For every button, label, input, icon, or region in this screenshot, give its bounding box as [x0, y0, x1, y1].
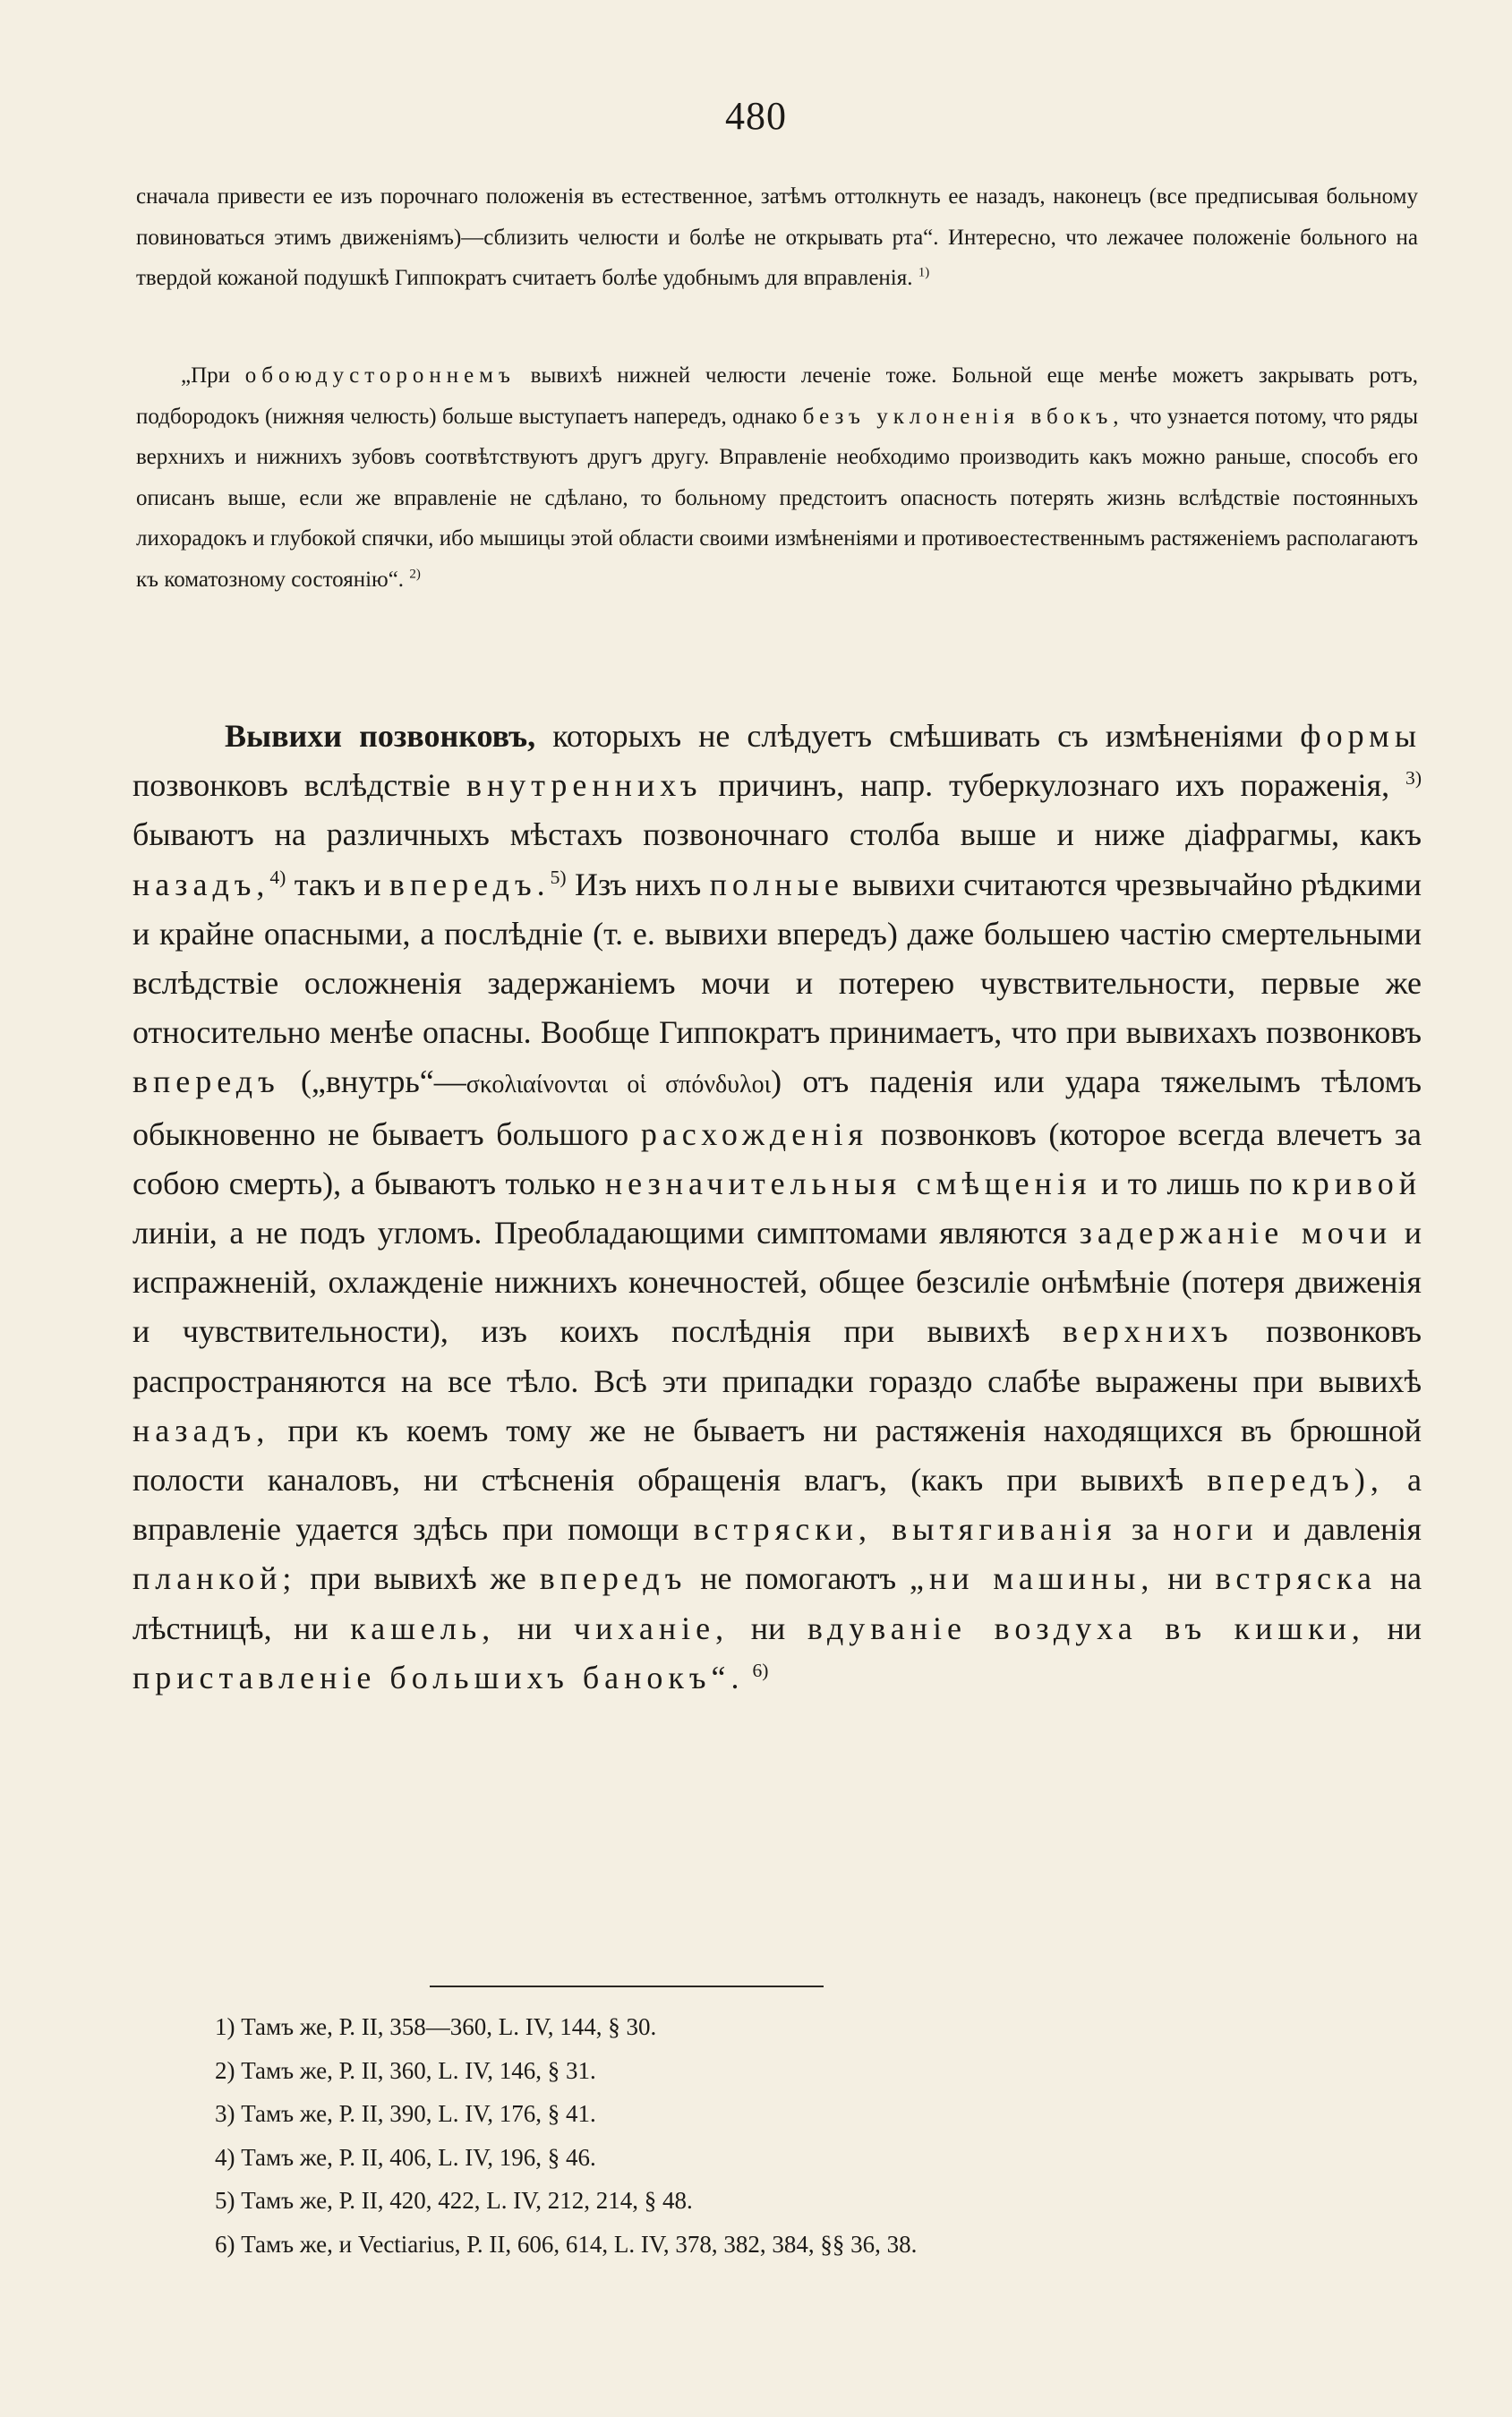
main-text-15: при къ коемъ тому же не бываетъ ни растяженія находящихся въ брюшной полости каналовъ, ни стѣсненія обращенія влагъ, (какъ при вывихѣ	[132, 1412, 1422, 1499]
main-text-22: на лѣстницѣ, ни	[132, 1560, 1422, 1646]
main-spaced-14: назадъ,	[132, 1412, 270, 1448]
main-spaced-4: назадъ,	[132, 866, 270, 902]
quote-2-spaced-bilateral: обоюдустороннемъ	[244, 363, 516, 388]
main-spaced-17: ноги	[1173, 1511, 1259, 1548]
main-text-18: и давленія	[1272, 1511, 1422, 1548]
main-text-14: позвонковъ распространяются на все тѣло. Всѣ эти припадки гораздо слабѣе выражены при вывихѣ	[132, 1313, 1422, 1399]
footnote-6: 6) Тамъ же, и Vectiarius, Р. II, 606, 614, L. IV, 378, 382, 384, §§ 36, 38.	[215, 2230, 918, 2258]
main-text-24: ни	[750, 1610, 786, 1646]
footnote-5: 5) Тамъ же, Р. II, 420, 422, L. IV, 212, 214, § 48.	[215, 2187, 693, 2214]
main-text-4: бываютъ на различныхъ мѣстахъ позвоночнаго столба выше и ниже діафрагмы, какъ	[132, 816, 1422, 853]
main-spaced-18: планкой;	[132, 1560, 297, 1597]
main-text-21: ни	[1167, 1560, 1202, 1597]
main-spaced-11: кривой	[1292, 1165, 1422, 1201]
footnote-ref-3: 3)	[1405, 767, 1422, 790]
main-text-16: а вправленіе удается здѣсь при помощи	[132, 1462, 1422, 1548]
main-spaced-13: верхнихъ	[1063, 1313, 1234, 1350]
footnote-ref-4: 4)	[269, 866, 286, 888]
greek-quote: σκολιαίνονται οἱ σπόνδυλοι	[466, 1071, 772, 1099]
main-spaced-20: „ни машины,	[910, 1560, 1155, 1597]
main-spaced-21: встряска	[1215, 1560, 1377, 1597]
main-text-1: которыхъ не слѣдуетъ смѣшивать съ измѣненіями	[552, 718, 1284, 754]
main-text-9: ) отъ паденія или удара тяжелымъ тѣломъ обыкновенно не бываетъ большого	[132, 1063, 1422, 1152]
quote-2-spaced-no-deviation: безъ уклоненія вбокъ,	[802, 404, 1124, 429]
main-text-20: не помогаютъ	[700, 1560, 897, 1597]
footnote-2: 2) Тамъ же, Р. II, 360, L. IV, 146, § 31.	[215, 2056, 596, 2084]
main-text-5: такъ и	[294, 866, 381, 902]
footnote-3: 3) Тамъ же, Р. II, 390, L. IV, 176, § 41.	[215, 2100, 596, 2127]
main-text-2: позвонковъ вслѣдствіе	[132, 767, 451, 804]
main-text-23: ни	[517, 1610, 552, 1646]
main-paragraph	[132, 712, 1422, 1703]
quote-2-text-b: что узнается потому, что ряды верхнихъ и нижнихъ зубовъ соотвѣтствуютъ другъ другу. Вправленіе необходимо производить какъ можно раньше, способъ его описанъ выше, если же вправленіе не сдѣлано, то больному предстоитъ опасность потерять жизнь вслѣдствіе постоянныхъ лихорадокъ и глубокой спячки, ибо мышицы этой области своими измѣненіями и противоестественнымъ растяженіемъ располагаютъ къ коматозному состоянію“.	[136, 404, 1418, 592]
footnote-ref-1: 1)	[918, 265, 930, 280]
main-spaced-2: внутреннихъ	[466, 767, 703, 804]
main-spaced-25: приставленіе большихъ банокъ“.	[132, 1659, 745, 1695]
main-spaced-12: задержаніе мочи	[1079, 1215, 1393, 1251]
footnote-divider	[430, 1986, 824, 1987]
footnote-ref-2: 2)	[409, 567, 421, 582]
main-text-19: при вывихѣ же	[310, 1560, 526, 1597]
quote-2-text-a: вывихѣ нижней челюсти леченіе тоже. Больной еще менѣе можетъ закрывать ротъ, подбородокъ (нижняя челюсть) больше выступаетъ напередъ, однако	[136, 363, 1418, 429]
main-spaced-9: расхожденія	[640, 1115, 869, 1152]
main-text-12: линіи, а не подъ угломъ. Преобладающими симптомами являются	[132, 1215, 1067, 1251]
quote-paragraph-1	[136, 176, 1418, 299]
main-text-7: вывихи считаются чрезвычайно рѣдкими и крайне опасными, а послѣдніе (т. е. вывихи впередъ) даже большею частію смертельными вслѣдствіе осложненія задержаніемъ мочи и потерею чувствительности, первые же относительно менѣе опасны. Вообще Гиппократъ принимаетъ, что при вывихахъ позвонковъ	[132, 866, 1422, 1051]
main-spaced-16: встряски, вытягиванія	[693, 1511, 1117, 1548]
footnotes	[215, 2005, 1432, 2266]
main-spaced-23: чиханіе,	[574, 1610, 730, 1646]
main-spaced-7: впередъ	[132, 1063, 280, 1100]
footnote-ref-5: 5)	[550, 866, 567, 888]
footnote-4: 4) Тамъ же, Р. II, 406, L. IV, 196, § 46.	[215, 2143, 596, 2171]
section-heading: Вывихи позвонковъ,	[225, 718, 536, 754]
main-text-6: Изъ нихъ	[574, 866, 702, 902]
main-spaced-15: впередъ),	[1207, 1462, 1384, 1499]
main-text-25: ни	[1387, 1610, 1422, 1646]
main-spaced-6: полные	[709, 866, 844, 902]
main-spaced-24: вдуваніе воздуха въ кишки,	[807, 1610, 1365, 1646]
main-text-8: („внутрь“—	[300, 1063, 466, 1100]
footnote-1: 1) Тамъ же, Р. II, 358—360, L. IV, 144, § 30.	[215, 2013, 657, 2040]
main-spaced-1: формы	[1300, 718, 1422, 754]
quote-2-open: „При	[181, 363, 231, 388]
quote-1-text: сначала привести ее изъ порочнаго положенія въ естественное, затѣмъ оттолкнуть ее назадъ, наконецъ (все предписывая больному повиноваться этимъ движеніямъ)—сблизить челюсти и болѣе не открывать рта“. Интересно, что лежачее положеніе больного на твердой кожаной подушкѣ Гиппократъ считаетъ болѣе удобнымъ для вправленія.	[136, 184, 1418, 290]
quote-paragraph-2	[136, 355, 1418, 600]
main-text-13: и испражненій, охлажденіе нижнихъ конечностей, общее безсиліе онѣмѣніе (потеря движенія и чувствительности), изъ коихъ послѣднія при вывихѣ	[132, 1215, 1422, 1350]
main-spaced-19: впередъ	[539, 1560, 688, 1597]
main-spaced-22: кашель,	[350, 1610, 496, 1646]
main-text-3: причинъ, напр. туберкулознаго ихъ пораженія,	[718, 767, 1390, 804]
main-spaced-5: впередъ.	[389, 866, 551, 902]
page-number: 480	[725, 94, 787, 138]
main-spaced-10: незначительныя смѣщенія	[604, 1165, 1092, 1201]
main-text-17: за	[1131, 1511, 1159, 1548]
footnote-ref-6: 6)	[752, 1659, 769, 1681]
main-text-11: и то лишь по	[1100, 1165, 1283, 1201]
main-text-10: позвонковъ (которое всегда влечетъ за собою смерть), а бываютъ только	[132, 1115, 1422, 1201]
